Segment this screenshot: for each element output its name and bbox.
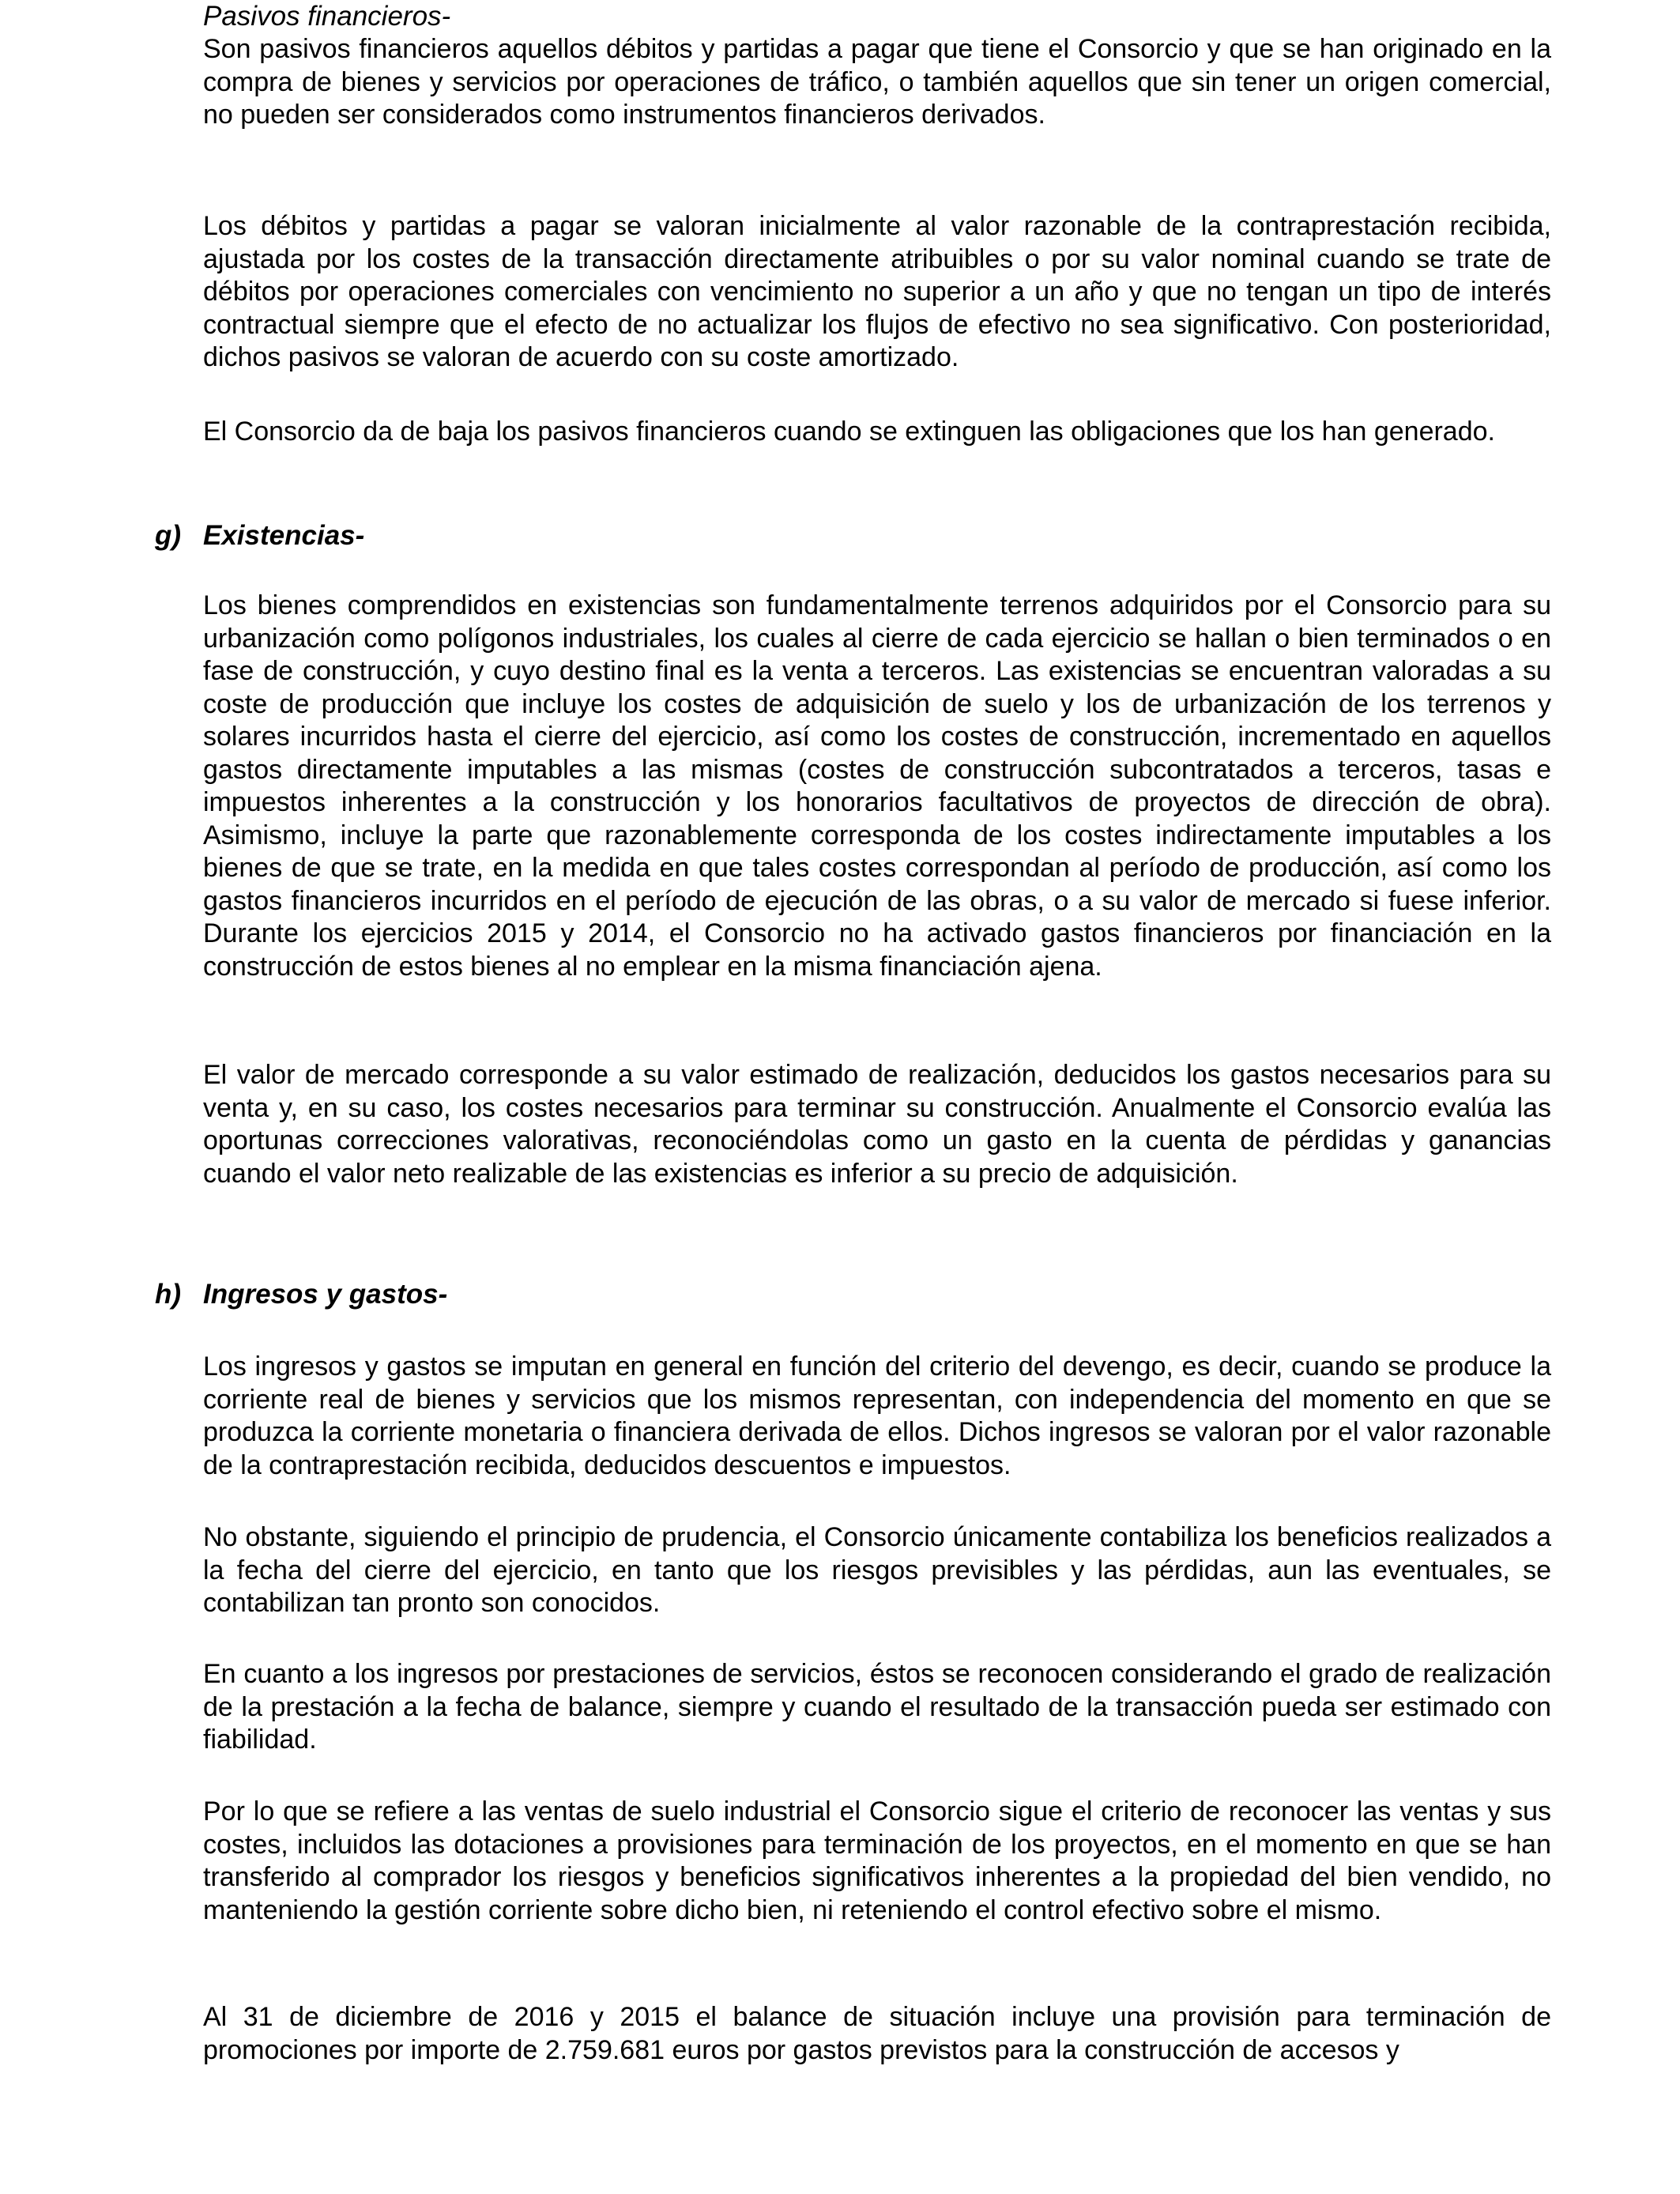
paragraph-ingresos-ventas-suelo: Por lo que se refiere a las ventas de suelo industrial el Consorcio sigue el criterio de reconocer las ventas y sus costes, incluidos las dotaciones a provisiones para terminación de los proyectos, en el momento en que se han transferido al comprador los riesgos y beneficios significativos inherentes a la propiedad del bien vendido, no manteniendo la gestión corriente sobre dicho bien, ni reteniendo el control efectivo sobre el mismo. [203,1796,1551,1925]
paragraph-pasivos-valoracion: Los débitos y partidas a pagar se valoran inicialmente al valor razonable de la contraprestación recibida, ajustada por los costes de la transacción directamente atribuibles o por su valor nominal cuando se trate de débitos por operaciones comerciales con vencimiento no superior a un año y que no tengan un tipo de interés contractual siempre que el efecto de no actualizar los flujos de efectivo no sea significativo. Con posterioridad, dichos pasivos se valoran de acuerdo con su coste amortizado. [203,211,1551,372]
paragraph-ingresos-prudencia: No obstante, siguiendo el principio de prudencia, el Consorcio únicamente contabiliza los beneficios realizados a la fecha del cierre del ejercicio, en tanto que los riesgos previsibles y las pérdidas, aun las eventuales, se contabilizan tan pronto son conocidos. [203,1522,1551,1618]
paragraph-pasivos-baja: El Consorcio da de baja los pasivos financieros cuando se extinguen las obligaciones que los han generado. [203,417,1495,447]
section-letter-g: g) [155,520,182,551]
paragraph-ingresos-provision: Al 31 de diciembre de 2016 y 2015 el balance de situación incluye una provisión para terminación de promociones por importe de 2.759.681 euros por gastos previstos para la construcción de accesos y [203,2002,1551,2065]
subheading-pasivos-financieros: Pasivos financieros- [203,1,451,32]
section-heading-existencias [155,519,364,552]
section-letter-h: h) [155,1279,182,1310]
paragraph-ingresos-devengo: Los ingresos y gastos se imputan en general en función del criterio del devengo, es decir, cuando se produce la corriente real de bienes y servicios que los mismos representan, con independencia del momento en que se produzca la corriente monetaria o financiera derivada de ellos. Dichos ingresos se valoran por el valor razonable de la contraprestación recibida, deducidos descuentos e impuestos. [203,1351,1551,1480]
section-title-existencias: Existencias- [203,520,365,551]
section-heading-ingresos-gastos [155,1278,447,1311]
section-title-ingresos-gastos: Ingresos y gastos- [203,1279,448,1310]
paragraph-existencias-coste: Los bienes comprendidos en existencias son fundamentalmente terrenos adquiridos por el Consorcio para su urbanización como polígonos industriales, los cuales al cierre de cada ejercicio se hallan o bien terminados o en fase de construcción, y cuyo destino final es la venta a terceros. Las existencias se encuentran valoradas a su coste de producción que incluye los costes de adquisición de suelo y los de urbanización de los terrenos y solares incurridos hasta el cierre del ejercicio, así como los costes de construcción, incrementado en aquellos gastos directamente imputables a las mismas (costes de construcción subcontratados a terceros, tasas e impuestos inherentes a la construcción y los honorarios facultativos de proyectos de dirección de obra). Asimismo, incluye la parte que razonablemente corresponda de los costes indirectamente imputables a los bienes de que se trate, en la medida en que tales costes correspondan al período de producción, así como los gastos financieros incurridos en el período de ejecución de las obras, o a su valor de mercado si fuese inferior. Durante los ejercicios 2015 y 2014, el Consorcio no ha activado gastos financieros por financiación en la construcción de estos bienes al no emplear en la misma financiación ajena. [203,590,1551,982]
paragraph-pasivos-definicion: Son pasivos financieros aquellos débitos y partidas a pagar que tiene el Consorcio y que se han originado en la compra de bienes y servicios por operaciones de tráfico, o también aquellos que sin tener un origen comercial, no pueden ser considerados como instrumentos financieros derivados. [203,34,1551,130]
paragraph-ingresos-servicios: En cuanto a los ingresos por prestaciones de servicios, éstos se reconocen considerando el grado de realización de la prestación a la fecha de balance, siempre y cuando el resultado de la transacción pueda ser estimado con fiabilidad. [203,1659,1551,1755]
paragraph-existencias-valor-mercado: El valor de mercado corresponde a su valor estimado de realización, deducidos los gastos necesarios para su venta y, en su caso, los costes necesarios para terminar su construcción. Anualmente el Consorcio evalúa las oportunas correcciones valorativas, reconociéndolas como un gasto en la cuenta de pérdidas y ganancias cuando el valor neto realizable de las existencias es inferior a su precio de adquisición. [203,1060,1551,1189]
